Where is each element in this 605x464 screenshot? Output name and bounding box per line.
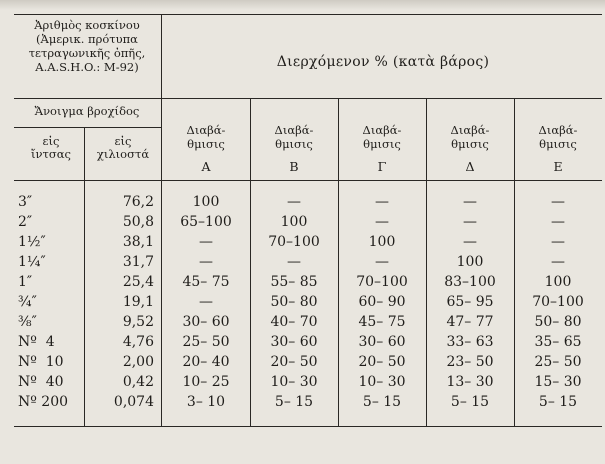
sieve-size-inches: 1″ [18, 274, 33, 290]
rule-below-sieve-label [14, 98, 161, 99]
table-row [14, 334, 602, 354]
table-row [14, 314, 602, 334]
value-b: 100 [280, 214, 308, 230]
value-a: — [199, 254, 213, 270]
sieve-size-mm: 4,76 [122, 334, 154, 350]
sieve-size-mm: 31,7 [122, 254, 154, 270]
sieve-size-inches: Nº 40 [18, 374, 64, 390]
sieve-size-mm: 38,1 [122, 234, 154, 250]
value-b: 20– 50 [270, 354, 318, 370]
value-a: 30– 60 [182, 314, 230, 330]
value-d: 65– 95 [446, 294, 494, 310]
table-row [14, 274, 602, 294]
rule-below-passing-label [161, 98, 602, 99]
table-row [14, 394, 602, 414]
value-c: 60– 90 [358, 294, 406, 310]
sieve-size-inches: Nº 200 [18, 394, 69, 410]
value-b: — [287, 254, 301, 270]
gradation-label: Διαβά- θμισις [538, 123, 578, 151]
table-top-rule [14, 14, 602, 15]
table-bottom-rule [14, 426, 602, 427]
value-a: 100 [192, 194, 220, 210]
value-a: 65–100 [180, 214, 232, 230]
value-d: — [463, 234, 477, 250]
value-e: 50– 80 [534, 314, 582, 330]
value-e: 35– 65 [534, 334, 582, 350]
sieve-size-inches: 1½″ [18, 234, 46, 250]
value-b: 5– 15 [274, 394, 314, 410]
sieve-size-inches: 3″ [18, 194, 33, 210]
value-a: 10– 25 [182, 374, 230, 390]
sieve-size-inches: ¾″ [18, 294, 37, 310]
sieve-size-mm: 25,4 [122, 274, 154, 290]
sieve-size-mm: 50,8 [122, 214, 154, 230]
gradation-letter: Α [201, 159, 211, 174]
table-row [14, 214, 602, 234]
table-row [14, 194, 602, 214]
value-d: 13– 30 [446, 374, 494, 390]
value-d: 23– 50 [446, 354, 494, 370]
value-e: 15– 30 [534, 374, 582, 390]
table-row [14, 374, 602, 394]
value-c: 45– 75 [358, 314, 406, 330]
mesh-opening-heading: Ἄνοιγμα βροχίδος [34, 104, 140, 118]
value-a: 20– 40 [182, 354, 230, 370]
value-b: — [287, 194, 301, 210]
value-b: 10– 30 [270, 374, 318, 390]
value-c: 20– 50 [358, 354, 406, 370]
inches-heading: εἰς ἴντσας [31, 134, 71, 161]
millimeters-heading: εἰς χιλιοστά [96, 134, 150, 161]
passing-percent-heading: Διερχόμενον % (κατὰ βάρος) [276, 54, 490, 70]
gradation-label: Διαβά- θμισις [274, 123, 314, 151]
value-d: — [463, 194, 477, 210]
gradation-label: Διαβά- θμισις [186, 123, 226, 151]
value-e: — [551, 194, 565, 210]
value-a: — [199, 234, 213, 250]
value-b: 40– 70 [270, 314, 318, 330]
gradation-e-heading [515, 109, 601, 188]
gradation-d-heading [427, 109, 513, 188]
sieve-size-inches: Nº 4 [18, 334, 55, 350]
sieve-size-mm: 76,2 [122, 194, 154, 210]
value-d: 5– 15 [450, 394, 490, 410]
value-c: — [375, 194, 389, 210]
table-row [14, 294, 602, 314]
table-row [14, 354, 602, 374]
value-e: — [551, 214, 565, 230]
value-d: 33– 63 [446, 334, 494, 350]
value-a: 25– 50 [182, 334, 230, 350]
gradation-label: Διαβά- θμισις [450, 123, 490, 151]
value-e: 100 [544, 274, 572, 290]
sieve-size-inches: 1¼″ [18, 254, 46, 270]
table-row [14, 234, 602, 254]
sieve-size-mm: 0,42 [122, 374, 154, 390]
gradation-letter: Γ [377, 159, 387, 174]
sieve-number-heading: Ἀριθμὸς κοσκίνου (Ἀμερικ. πρότυπα τετραγωνικῆς ὀπῆς, A.A.S.H.O.: M-92) [28, 18, 146, 74]
value-d: 100 [456, 254, 484, 270]
value-a: 3– 10 [186, 394, 226, 410]
value-e: — [551, 254, 565, 270]
value-c: — [375, 254, 389, 270]
table-row [14, 254, 602, 274]
sieve-size-mm: 0,074 [113, 394, 154, 410]
value-c: 10– 30 [358, 374, 406, 390]
sieve-size-inches: Nº 10 [18, 354, 64, 370]
sieve-size-inches: 2″ [18, 214, 33, 230]
sieve-gradation-table [14, 14, 602, 448]
value-b: 50– 80 [270, 294, 318, 310]
gradation-a-heading [163, 109, 249, 188]
value-b: 70–100 [268, 234, 320, 250]
value-c: 70–100 [356, 274, 408, 290]
value-a: — [199, 294, 213, 310]
gradation-letter: Β [289, 159, 299, 174]
value-e: — [551, 234, 565, 250]
value-d: — [463, 214, 477, 230]
gradation-label: Διαβά- θμισις [362, 123, 402, 151]
value-e: 25– 50 [534, 354, 582, 370]
gradation-letter: Δ [465, 159, 475, 174]
gradation-b-heading [251, 109, 337, 188]
sieve-size-mm: 19,1 [122, 294, 154, 310]
sieve-size-mm: 2,00 [122, 354, 154, 370]
sieve-size-inches: ⅜″ [18, 314, 37, 330]
value-c: 30– 60 [358, 334, 406, 350]
value-a: 45– 75 [182, 274, 230, 290]
rule-below-opening-label [14, 127, 161, 128]
value-d: 47– 77 [446, 314, 494, 330]
value-c: 100 [368, 234, 396, 250]
value-d: 83–100 [444, 274, 496, 290]
value-e: 5– 15 [538, 394, 578, 410]
sieve-size-mm: 9,52 [122, 314, 154, 330]
value-b: 30– 60 [270, 334, 318, 350]
page-edge-shadow [0, 0, 605, 10]
value-e: 70–100 [532, 294, 584, 310]
gradation-letter: Ε [553, 159, 563, 174]
value-b: 55– 85 [270, 274, 318, 290]
value-c: — [375, 214, 389, 230]
value-c: 5– 15 [362, 394, 402, 410]
gradation-c-heading [339, 109, 425, 188]
